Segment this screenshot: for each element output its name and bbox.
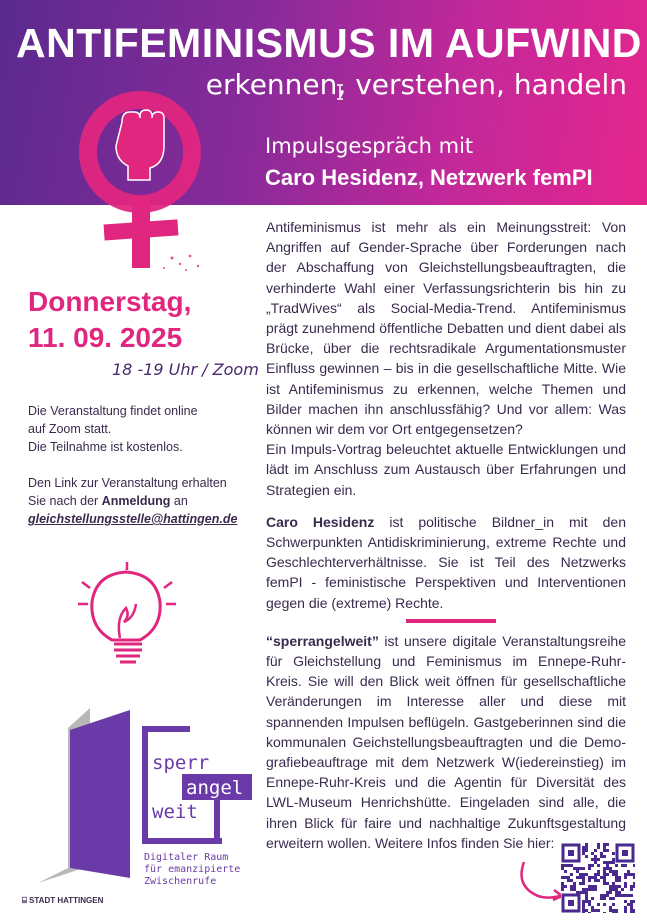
page-title: ANTIFEMINISMUS IM AUFWIND (16, 20, 642, 66)
series-name-bold: “sperrangelweit” (266, 632, 379, 649)
body-paragraph (266, 512, 626, 613)
venus-fist-icon (60, 80, 230, 280)
link-info-line (28, 492, 258, 510)
sperrangelweit-logo (18, 708, 268, 893)
curved-arrow-icon (516, 858, 566, 904)
impuls-label: Impulsgespräch mit (265, 134, 474, 158)
logo-tagline: Digitaler Raum (144, 852, 229, 863)
body-paragraph (266, 631, 626, 853)
qr-code[interactable] (561, 843, 635, 913)
email-link[interactable]: gleichstellungsstelle@hattingen.de (28, 512, 238, 526)
speaker-bio: ist politische Bildner_in mit den Schwerpunkten Antidiskriminierung, extreme Rechte und Geschlechterverhältnisse. Sie ist Teil des Netzwerks femPI - feministische Perspektiven und Interventionen gegen die (extreme) Rechte. (266, 513, 626, 611)
event-date-weekday: Donnerstag, (28, 286, 192, 317)
logo-word-sperr: sperr (152, 752, 210, 774)
speaker-name-bold: Caro Hesidenz (266, 513, 375, 530)
logo-tagline: Zwischenrufe (144, 876, 217, 887)
info-line: Die Veranstaltung findet online (28, 404, 198, 418)
info-line: Die Teilnahme ist kostenlos. (28, 440, 183, 454)
city-logo (22, 896, 103, 906)
body-paragraph: Antifeminismus ist mehr als ein Meinungsstreit: Von Angriffen auf Gender-Sprache über Forderungen nach der Abschaffung von Gleichstellungsbeauftragten, die verhinderte Wahl einer Verfassungsrichterin bis hin zu „TradWives“ als Social-Media-Trend. Antifeminismus prägt zunehmend öffentliche Debatten und dient dabei als Brücke, über die rechtsradikale Argumentationsmuster Einfluss gewinnen – bis in die gesellschaftliche Mitte. Wie ist Antifeminismus zu erkennen, welche Themen und Bilder machen ihn anschlussfähig? Und vor allem: Was können wir dem vor Ort entgegensetzen? (266, 219, 626, 438)
logo-word-weit: weit (152, 801, 198, 823)
event-date (28, 284, 248, 356)
link-info-post: an (170, 494, 188, 508)
main-body (266, 217, 626, 853)
link-info-line: Den Link zur Veranstaltung erhalten (28, 476, 227, 490)
event-time: 18 -19 Uhr / Zoom (112, 360, 259, 379)
city-logo-text: STADT HATTINGEN (29, 896, 104, 905)
lightbulb-icon (72, 562, 182, 672)
page-subtitle: erkennen, verstehen, handeln (205, 68, 627, 101)
link-info-pre: Sie nach der (28, 494, 102, 508)
event-date-day: 11. 09. 2025 (28, 322, 183, 353)
logo-tagline: für emanzipierte (144, 864, 241, 875)
speaker-name: Caro Hesidenz, Netzwerk femPI (265, 165, 593, 190)
logo-word-angel: angel (186, 777, 244, 799)
city-logo-icon: ⌸ (22, 896, 30, 905)
section-divider (406, 619, 496, 623)
series-description: ist unsere digitale Veranstaltungsreihe für Gleichstellung und Feminismus im Ennepe-Ruhr-Kreis. Sie will den Blick weit öffnen für gesellschaftliche Veränderungen im Interesse aller und diese mit spannenden Impulsen beflügeln. Gastgeberinnen sind die kommunalen Geichstellungsbeauftragten und die Demo-grafiebeauftrage mit dem Netzwerk W(iedereinstieg) im Ennepe-Ruhr-Kreis und die Agentin für Diversität des LWL-Museum Henrichshütte. Eingeladen sind alle, die ihren Blick für faire und nachhaltige Zukunftsgestaltung erweitern wollen. Weitere Infos finden Sie hier: (266, 632, 626, 851)
text-cursor-icon (335, 84, 345, 100)
registration-label: Anmeldung (101, 494, 171, 508)
info-line: auf Zoom statt. (28, 422, 112, 436)
event-info (28, 402, 258, 528)
body-paragraph: Ein Impuls-Vortrag beleuchtet aktuelle Entwicklungen und lädt im Anschluss zum Austausch über Erfahrungen und Strategien ein. (266, 441, 626, 498)
